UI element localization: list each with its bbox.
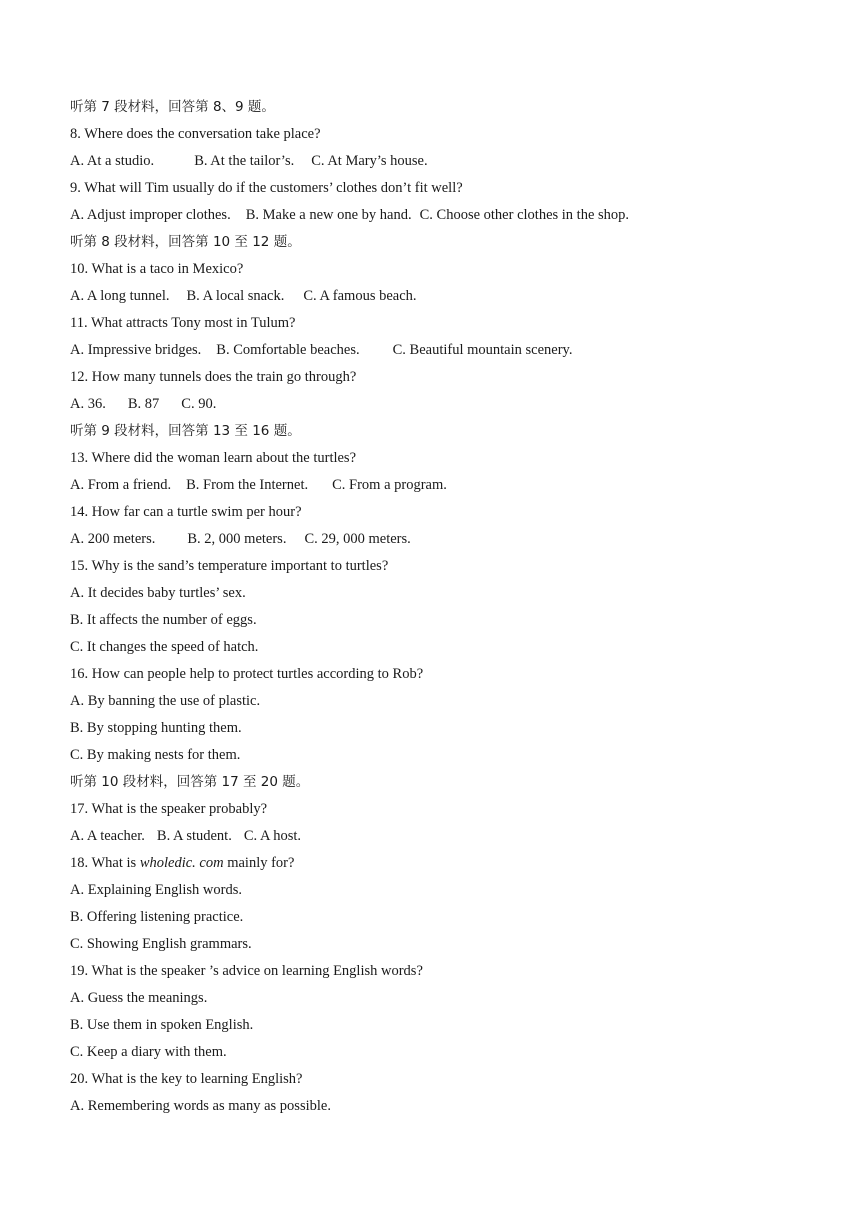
answer-option: A. A teacher.: [70, 828, 145, 844]
question-text: 15. Why is the sand’s temperature important to turtles?: [70, 558, 389, 574]
answer-option: C. By making nests for them.: [70, 747, 241, 763]
question-text: 14. How far can a turtle swim per hour?: [70, 504, 302, 520]
answer-option: C. Beautiful mountain scenery.: [392, 342, 573, 358]
answer-option: C. Keep a diary with them.: [70, 1044, 227, 1060]
answer-option: C. A famous beach.: [303, 288, 417, 304]
answer-option: B. 87: [127, 396, 160, 412]
options-row: [70, 528, 830, 555]
section-heading: 听第 7 段材料，回答第 8、9 题。: [70, 99, 275, 115]
answer-option: A. Explaining English words.: [70, 882, 242, 898]
question-text: 16. How can people help to protect turtles according to Rob?: [70, 666, 424, 682]
answer-option: B. Make a new one by hand.: [245, 207, 412, 223]
options-row: [70, 150, 830, 177]
answer-option: B. A student.: [156, 828, 232, 844]
answer-option: A. 36.: [70, 396, 106, 412]
options-row: [70, 339, 830, 366]
answer-option: B. 2, 000 meters.: [187, 531, 287, 547]
answer-option: A. At a studio.: [70, 153, 155, 169]
answer-option: B. Offering listening practice.: [70, 909, 244, 925]
answer-option: A. 200 meters.: [70, 531, 156, 547]
website-name: wholedic. com: [139, 855, 224, 871]
answer-option: A. Impressive bridges.: [70, 342, 202, 358]
question-text: 17. What is the speaker probably?: [70, 801, 268, 817]
answer-option: A. It decides baby turtles’ sex.: [70, 585, 246, 601]
question-text: 11. What attracts Tony most in Tulum?: [70, 315, 296, 331]
answer-option: A. Remembering words as many as possible.: [70, 1098, 331, 1114]
answer-option: A. Guess the meanings.: [70, 990, 208, 1006]
answer-option: B. At the tailor’s.: [194, 153, 295, 169]
answer-option: B. Comfortable beaches.: [216, 342, 360, 358]
answer-option: B. A local snack.: [186, 288, 285, 304]
answer-option: B. By stopping hunting them.: [70, 720, 242, 736]
section-heading: 听第 10 段材料，回答第 17 至 20 题。: [70, 774, 310, 790]
question-text-part: 18. What is: [70, 855, 140, 871]
answer-option: B. It affects the number of eggs.: [70, 612, 257, 628]
section-heading: 听第 8 段材料，回答第 10 至 12 题。: [70, 234, 301, 250]
answer-option: C. Choose other clothes in the shop.: [419, 207, 630, 223]
question-text: 8. Where does the conversation take place?: [70, 126, 321, 142]
question-text: [70, 852, 830, 879]
section-heading: 听第 9 段材料，回答第 13 至 16 题。: [70, 423, 301, 439]
exam-page: [70, 96, 830, 1122]
question-text: 13. Where did the woman learn about the turtles?: [70, 450, 357, 466]
question-text: 10. What is a taco in Mexico?: [70, 261, 244, 277]
answer-option: B. Use them in spoken English.: [70, 1017, 254, 1033]
question-text: 19. What is the speaker ’s advice on learning English words?: [70, 963, 423, 979]
answer-option: C. Showing English grammars.: [70, 936, 252, 952]
answer-option: A. Adjust improper clothes.: [70, 207, 231, 223]
answer-option: A. By banning the use of plastic.: [70, 693, 261, 709]
answer-option: C. From a program.: [332, 477, 447, 493]
answer-option: C. 90.: [181, 396, 217, 412]
question-text: 9. What will Tim usually do if the customers’ clothes don’t fit well?: [70, 180, 463, 196]
answer-option: A. A long tunnel.: [70, 288, 170, 304]
options-row: [70, 825, 830, 852]
answer-option: A. From a friend.: [70, 477, 172, 493]
options-row: [70, 393, 830, 420]
question-text-part: mainly for?: [223, 855, 295, 871]
options-row: [70, 204, 830, 231]
question-text: 12. How many tunnels does the train go through?: [70, 369, 357, 385]
answer-option: C. 29, 000 meters.: [304, 531, 411, 547]
answer-option: C. It changes the speed of hatch.: [70, 639, 259, 655]
options-row: [70, 285, 830, 312]
question-text: 20. What is the key to learning English?: [70, 1071, 303, 1087]
answer-option: B. From the Internet.: [186, 477, 309, 493]
options-row: [70, 474, 830, 501]
answer-option: C. A host.: [243, 828, 302, 844]
answer-option: C. At Mary’s house.: [311, 153, 428, 169]
